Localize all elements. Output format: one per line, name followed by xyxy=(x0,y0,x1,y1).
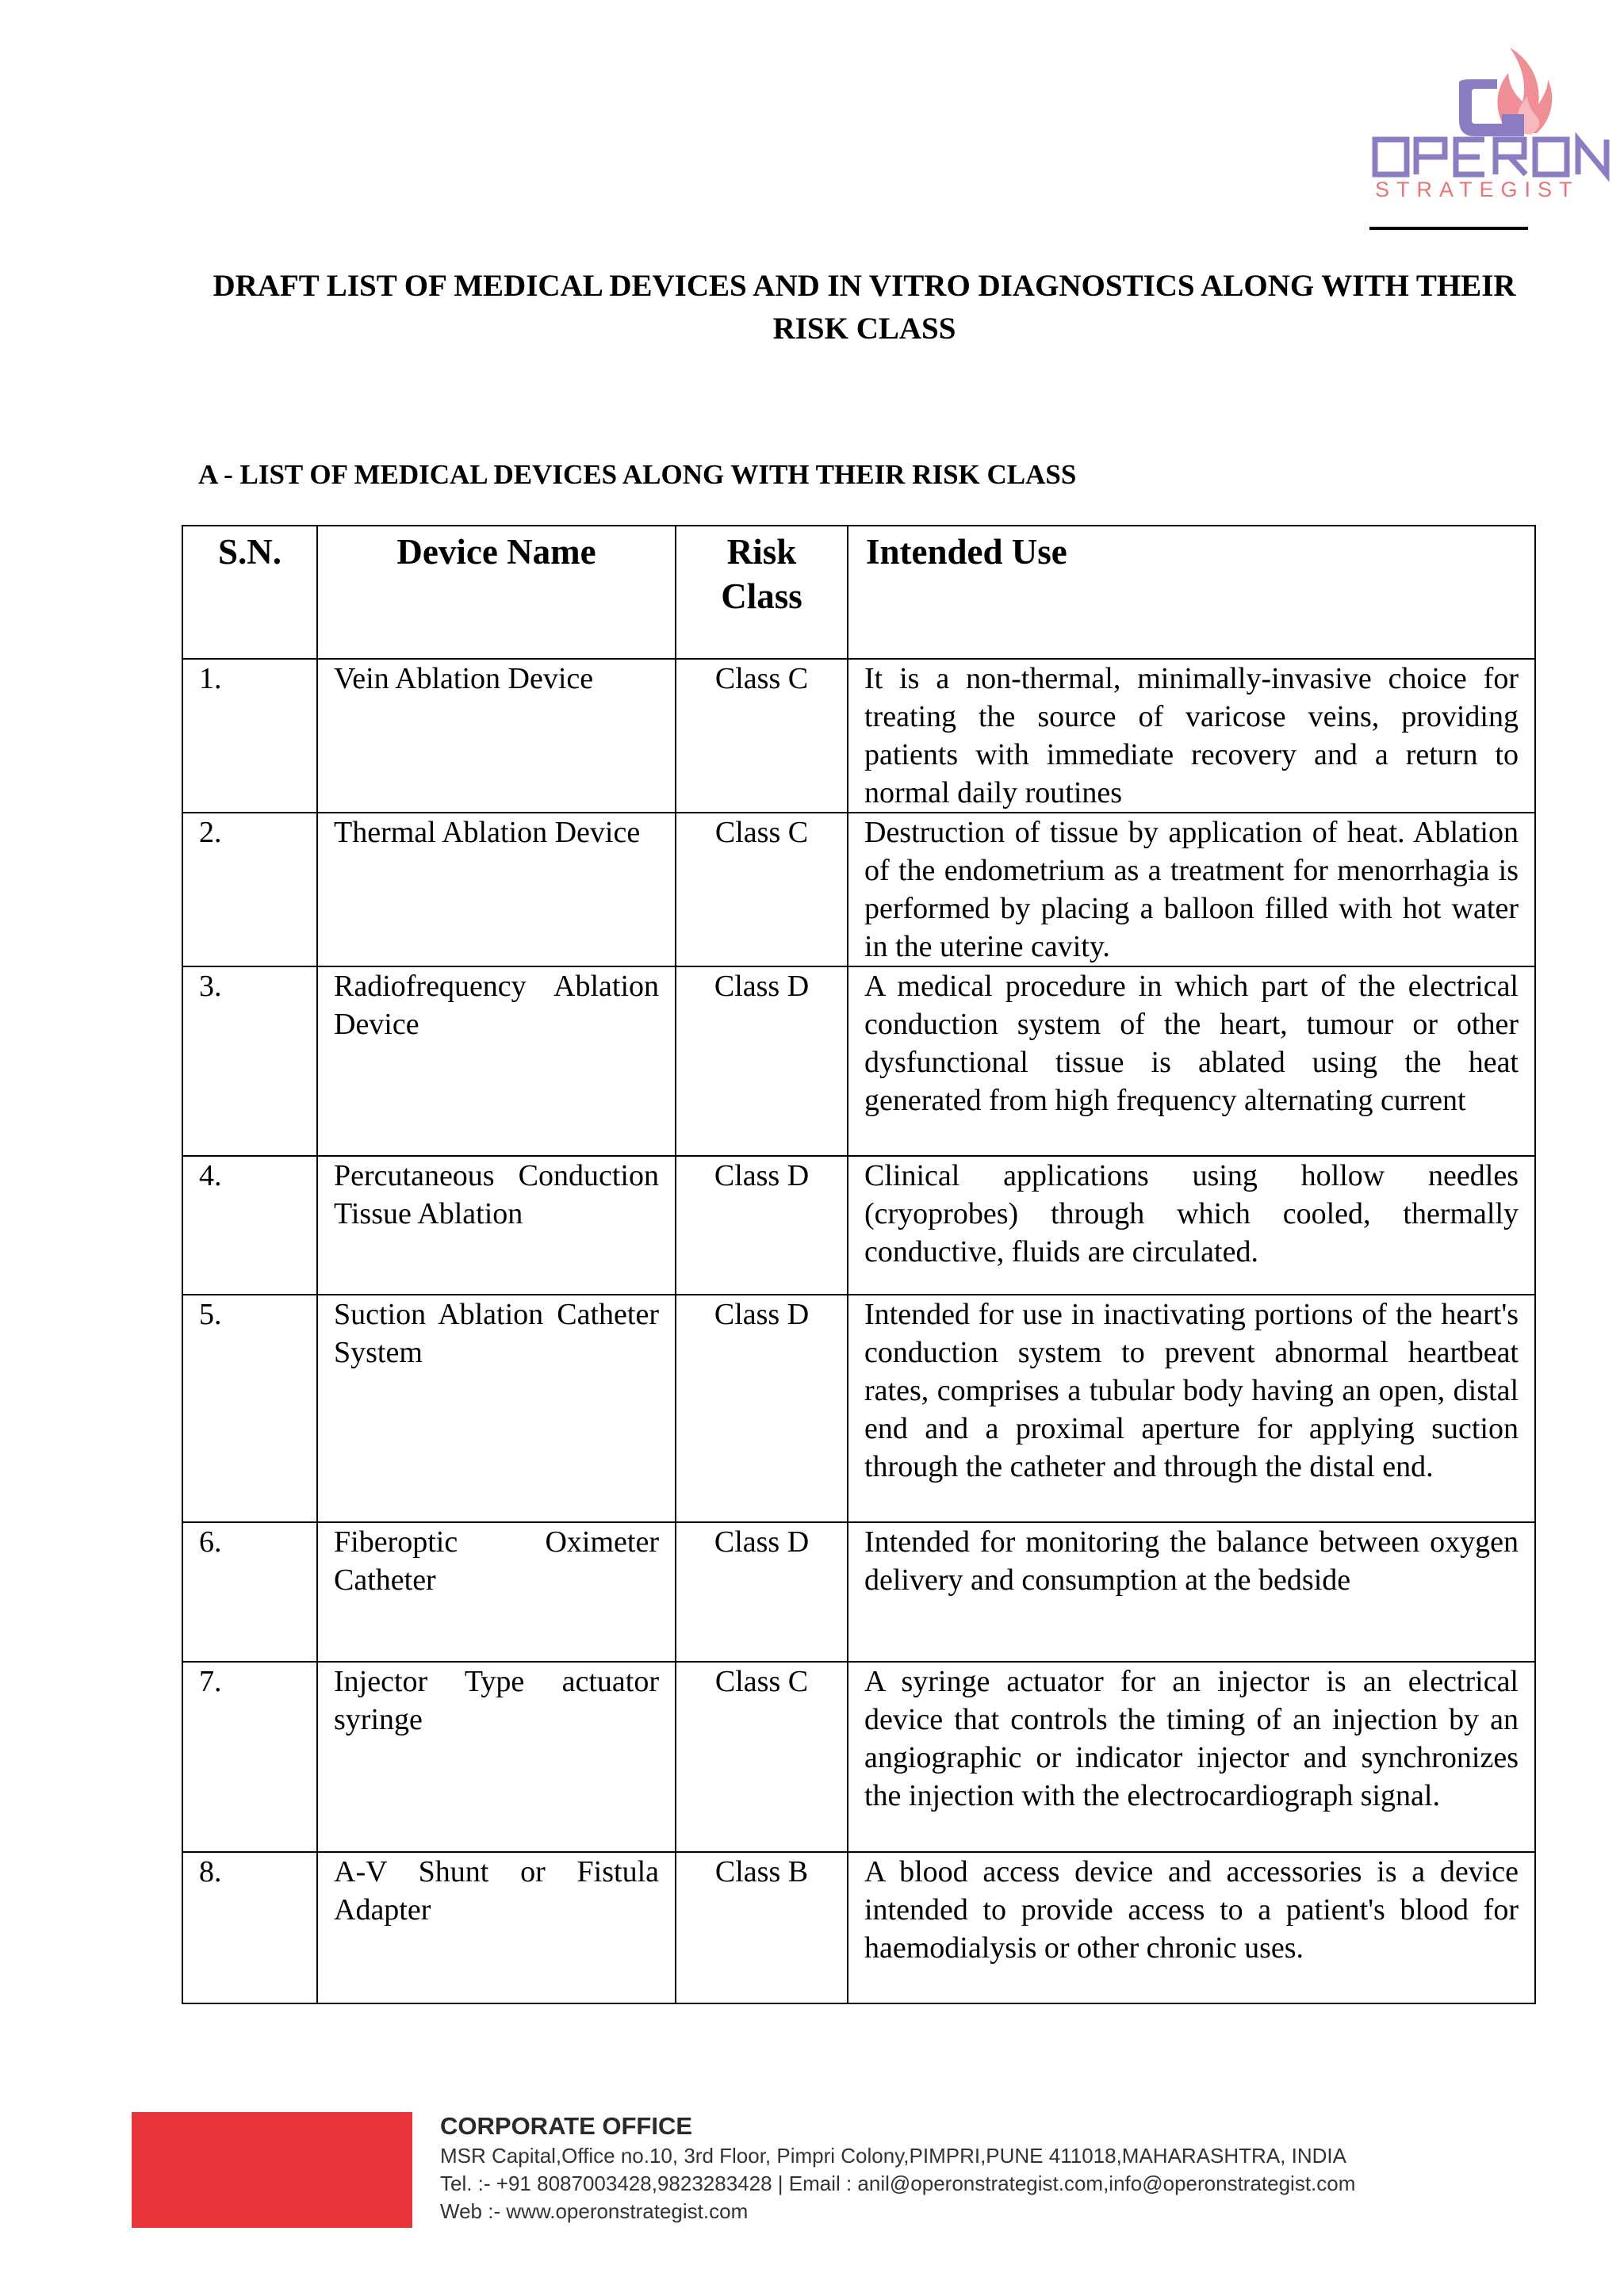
row-sn: 2. xyxy=(182,813,317,966)
row-device-name: Thermal Ablation Device xyxy=(317,813,676,966)
row-sn: 6. xyxy=(182,1522,317,1662)
row-intended-use: Intended for monitoring the balance between oxygen delivery and consumption at the bedside xyxy=(848,1522,1535,1662)
row-risk-class: Class D xyxy=(676,1522,848,1662)
row-sn: 8. xyxy=(182,1852,317,2003)
operon-strategist-logo xyxy=(1340,0,1618,238)
row-intended-use: Intended for use in inactivating portions of the heart's conduction system to prevent abnormal heartbeat rates, comprises a tubular body having an open, distal end and a proximal aperture for applying suction through the catheter and through the distal end. xyxy=(848,1295,1535,1522)
logo-underline xyxy=(1369,227,1528,230)
row-risk-class: Class D xyxy=(676,1295,848,1522)
row-intended-use: Clinical applications using hollow needles (cryoprobes) through which cooled, thermally conductive, fluids are circulated. xyxy=(848,1156,1535,1295)
row-sn: 5. xyxy=(182,1295,317,1522)
table-row xyxy=(182,1156,1535,1295)
row-sn: 4. xyxy=(182,1156,317,1295)
header-risk-class: Risk Class xyxy=(676,526,848,659)
footer-address: MSR Capital,Office no.10, 3rd Floor, Pimpri Colony,PIMPRI,PUNE 411018,MAHARASHTRA, INDIA xyxy=(440,2144,1346,2168)
footer-web: Web :- www.operonstrategist.com xyxy=(440,2199,749,2223)
row-device-name: Fiberoptic Oximeter Catheter xyxy=(317,1522,676,1662)
document-title: DRAFT LIST OF MEDICAL DEVICES AND IN VITRO DIAGNOSTICS ALONG WITH THEIR RISK CLASS xyxy=(213,269,1516,346)
table-row xyxy=(182,1662,1535,1852)
section-title: A - LIST OF MEDICAL DEVICES ALONG WITH THEIR RISK CLASS xyxy=(198,459,1077,490)
row-risk-class: Class C xyxy=(676,659,848,813)
row-risk-class: Class D xyxy=(676,966,848,1156)
table-row xyxy=(182,966,1535,1156)
header-device-name: Device Name xyxy=(317,526,676,659)
row-intended-use: Destruction of tissue by application of heat. Ablation of the endometrium as a treatment for menorrhagia is performed by placing a balloon filled with hot water in the uterine cavity. xyxy=(848,813,1535,966)
row-device-name: A-V Shunt or Fistula Adapter xyxy=(317,1852,676,2003)
row-device-name: Percutaneous Conduction Tissue Ablation xyxy=(317,1156,676,1295)
row-intended-use: It is a non-thermal, minimally-invasive choice for treating the source of varicose veins, providing patients with immediate recovery and a return to normal daily routines xyxy=(848,659,1535,813)
header-intended-use: Intended Use xyxy=(848,526,1535,659)
row-risk-class: Class C xyxy=(676,1662,848,1852)
table-header-row xyxy=(182,526,1535,659)
row-risk-class: Class B xyxy=(676,1852,848,2003)
row-sn: 3. xyxy=(182,966,317,1156)
medical-devices-table xyxy=(182,525,1536,2004)
row-device-name: Radiofrequency Ablation Device xyxy=(317,966,676,1156)
table-row xyxy=(182,1295,1535,1522)
footer-contact: Tel. :- +91 8087003428,9823283428 | Email : anil@operonstrategist.com,info@operonstrategist.com xyxy=(440,2172,1356,2195)
row-risk-class: Class D xyxy=(676,1156,848,1295)
row-intended-use: A medical procedure in which part of the electrical conduction system of the heart, tumour or other dysfunctional tissue is ablated using the heat generated from high frequency alternating current xyxy=(848,966,1535,1156)
table-row xyxy=(182,813,1535,966)
table-row xyxy=(182,1522,1535,1662)
row-intended-use: A blood access device and accessories is a device intended to provide access to a patient's blood for haemodialysis or other chronic uses. xyxy=(848,1852,1535,2003)
footer-red-block xyxy=(132,2112,412,2228)
footer xyxy=(440,2110,1355,2225)
header-sn: S.N. xyxy=(182,526,317,659)
row-device-name: Suction Ablation Catheter System xyxy=(317,1295,676,1522)
row-device-name: Injector Type actuator syringe xyxy=(317,1662,676,1852)
row-sn: 7. xyxy=(182,1662,317,1852)
table-row xyxy=(182,1852,1535,2003)
svg-text:STRATEGIST: STRATEGIST xyxy=(1375,178,1580,201)
row-risk-class: Class C xyxy=(676,813,848,966)
footer-heading: CORPORATE OFFICE xyxy=(440,2112,693,2140)
row-device-name: Vein Ablation Device xyxy=(317,659,676,813)
row-sn: 1. xyxy=(182,659,317,813)
table-row xyxy=(182,659,1535,813)
row-intended-use: A syringe actuator for an injector is an electrical device that controls the timing of an injection by an angiographic or indicator injector and synchronizes the injection with the electrocardiograph signal. xyxy=(848,1662,1535,1852)
